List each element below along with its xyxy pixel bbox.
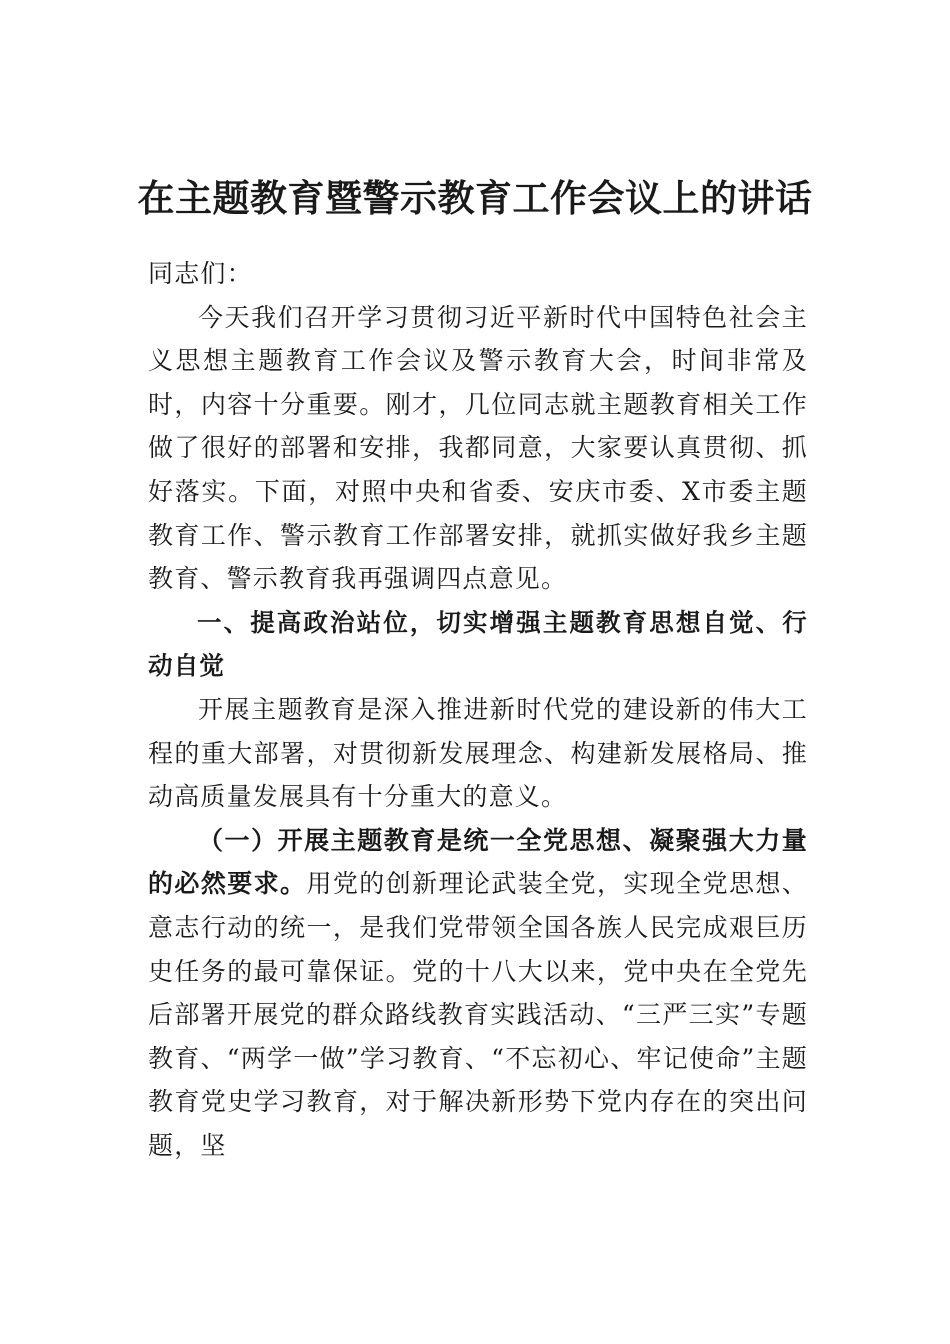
subsection-1-paragraph <box>148 819 808 1168</box>
document-body <box>148 252 808 1167</box>
salutation: 同志们： <box>148 259 253 288</box>
section-heading-1: 一、提高政治站位，切实增强主题教育思想自觉、行动自觉 <box>148 607 808 681</box>
subsection-1-lead: （一）开展主题教育是统一全党思想、凝聚强大力量的必然要求。 <box>148 825 808 899</box>
document-title: 在主题教育暨警示教育工作会议上的讲话 <box>137 176 813 220</box>
intro-paragraph: 今天我们召开学习贯彻习近平新时代中国特色社会主义思想主题教育工作会议及警示教育大会，时间非常及时，内容十分重要。刚才，几位同志就主题教育相关工作做了很好的部署和安排，我都同意，大家要认真贯彻、抓好落实。下面，对照中央和省委、安庆市委、X市委主题教育工作、警示教育工作部署安排，就抓实做好我乡主题教育、警示教育我再强调四点意见。 <box>148 302 808 594</box>
subsection-1-body: 用党的创新理论武装全党，实现全党思想、意志行动的统一，是我们党带领全国各族人民完成艰巨历史任务的最可靠保证。党的十八大以来，党中央在全党先后部署开展党的群众路线教育实践活动、“三严三实”专题教育、“两学一做”学习教育、“不忘初心、牢记使命”主题教育党史学习教育，对于解决新形势下党内存在的突出问题，坚 <box>148 869 808 1160</box>
section-1-paragraph: 开展主题教育是深入推进新时代党的建设新的伟大工程的重大部署，对贯彻新发展理念、构建新发展格局、推动高质量发展具有十分重大的意义。 <box>148 694 808 812</box>
